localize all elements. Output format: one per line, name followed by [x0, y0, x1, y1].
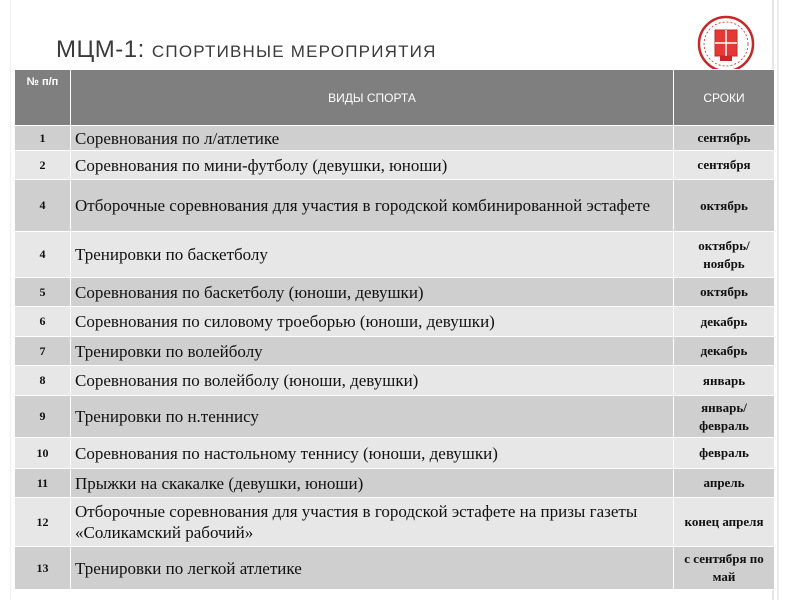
- row-sport: Соревнования по мини-футболу (девушки, юноши): [71, 151, 674, 180]
- events-table: [14, 69, 775, 590]
- row-num: 7: [15, 337, 71, 366]
- row-sport: Соревнования по баскетболу (юноши, девушки): [71, 278, 674, 307]
- row-sport: Соревнования по л/атлетике: [71, 126, 674, 151]
- table-row: [15, 498, 775, 547]
- row-sport: Тренировки по н.теннису: [71, 396, 674, 438]
- row-sport: Тренировки по баскетболу: [71, 232, 674, 278]
- table-row: [15, 180, 775, 232]
- row-dates: октябрь/ ноябрь: [674, 232, 775, 278]
- row-dates: с сентября по май: [674, 547, 775, 590]
- table-row: [15, 337, 775, 366]
- table-row: [15, 469, 775, 498]
- table-row: [15, 307, 775, 337]
- table-row: [15, 151, 775, 180]
- table-row: [15, 366, 775, 396]
- row-num: 2: [15, 151, 71, 180]
- row-sport: Отборочные соревнования для участия в городской комбинированной эстафете: [71, 180, 674, 232]
- row-num: 8: [15, 366, 71, 396]
- row-num: 11: [15, 469, 71, 498]
- header-dates: СРОКИ: [674, 70, 775, 126]
- row-num: 4: [15, 232, 71, 278]
- right-frame-line-outer: [777, 0, 779, 600]
- row-sport: Прыжки на скакалке (девушки, юноши): [71, 469, 674, 498]
- row-dates: сентябрь: [674, 126, 775, 151]
- row-dates: январь: [674, 366, 775, 396]
- title-main: МЦМ-1:: [56, 36, 145, 63]
- row-dates: январь/ февраль: [674, 396, 775, 438]
- row-dates: октябрь: [674, 278, 775, 307]
- row-dates: декабрь: [674, 307, 775, 337]
- row-sport: Тренировки по легкой атлетике: [71, 547, 674, 590]
- table-row: [15, 438, 775, 469]
- row-num: 5: [15, 278, 71, 307]
- table-row: [15, 278, 775, 307]
- row-dates: апрель: [674, 469, 775, 498]
- row-sport: Соревнования по волейболу (юноши, девушки): [71, 366, 674, 396]
- row-sport: Соревнования по силовому троеборью (юноши, девушки): [71, 307, 674, 337]
- header-sport: ВИДЫ СПОРТА: [71, 70, 674, 126]
- university-emblem-icon: [694, 12, 758, 76]
- row-num: 1: [15, 126, 71, 151]
- left-frame-line: [10, 0, 11, 600]
- row-dates: декабрь: [674, 337, 775, 366]
- row-num: 13: [15, 547, 71, 590]
- table-row: [15, 396, 775, 438]
- row-dates: сентября: [674, 151, 775, 180]
- row-num: 6: [15, 307, 71, 337]
- row-sport: Соревнования по настольному теннису (юноши, девушки): [71, 438, 674, 469]
- title-sub: СПОРТИВНЫЕ МЕРОПРИЯТИЯ: [151, 42, 437, 61]
- table-header-row: [15, 70, 775, 126]
- row-dates: конец апреля: [674, 498, 775, 547]
- table-row: [15, 232, 775, 278]
- row-num: 12: [15, 498, 71, 547]
- table-row: [15, 547, 775, 590]
- row-sport: Отборочные соревнования для участия в городской эстафете на призы газеты «Соликамский рабочий»: [71, 498, 674, 547]
- page-title: [56, 36, 437, 64]
- table-row: [15, 126, 775, 151]
- header-num: № п/п: [15, 70, 71, 126]
- row-sport: Тренировки по волейболу: [71, 337, 674, 366]
- row-num: 4: [15, 180, 71, 232]
- row-num: 10: [15, 438, 71, 469]
- row-dates: октябрь: [674, 180, 775, 232]
- row-num: 9: [15, 396, 71, 438]
- row-dates: февраль: [674, 438, 775, 469]
